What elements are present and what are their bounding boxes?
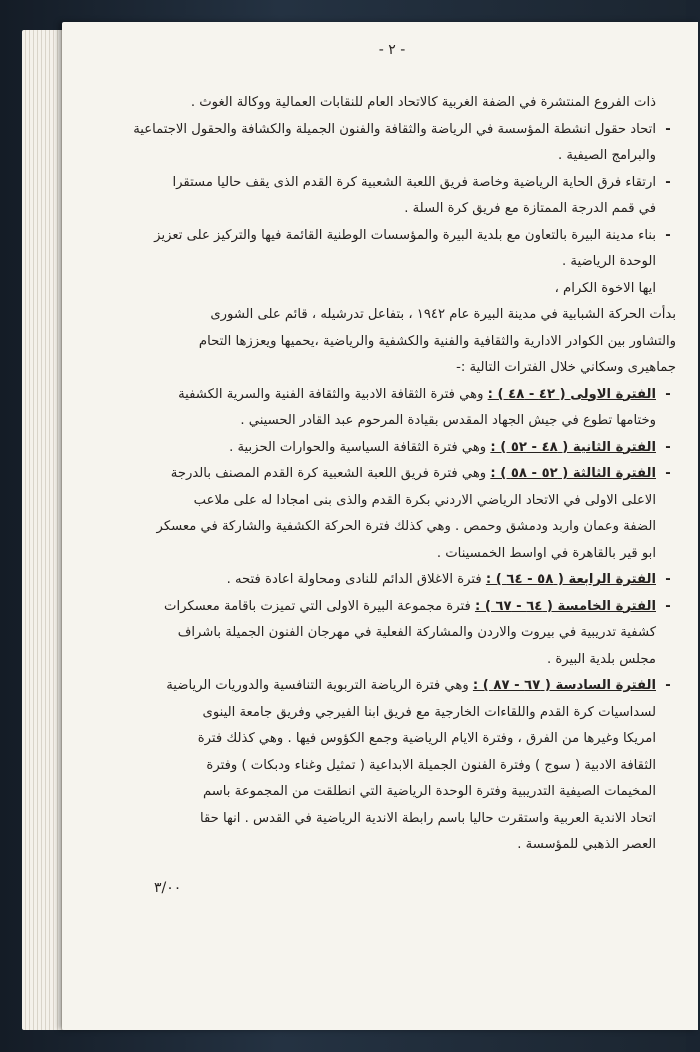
bullet: - xyxy=(665,572,671,587)
period-line: -الفترة الاولى ( ٤٢ - ٤٨ ) : وهي فترة الثقافة الادبية والثقافة الفنية والسرية الكشفية xyxy=(96,382,676,409)
text-line: مجلس بلدية البيرة . xyxy=(546,651,656,667)
text-line: الوحدة الرياضية . xyxy=(562,254,656,269)
bullet: - xyxy=(665,678,671,693)
period-title: الفترة الرابعة ( ٥٨ - ٦٤ ) : xyxy=(485,572,656,587)
text-line: في قمم الدرجة الممتازة مع فريق كرة السلة . xyxy=(404,201,656,216)
period-line: -الفترة الرابعة ( ٥٨ - ٦٤ ) : فترة الاغلاق الدائم للنادى ومحاولة اعادة فتحه . xyxy=(96,567,676,594)
period-title: الفترة السادسة ( ٦٧ - ٨٧ ) : xyxy=(472,678,656,693)
period-title: الفترة الاولى ( ٤٢ - ٤٨ ) : xyxy=(487,386,656,402)
text-line: لسداسيات كرة القدم واللقاءات الخارجية مع فريق ابنا الفيرجي وفريق جامعة الينوى xyxy=(202,704,656,720)
continuation-marker: ٣/٠٠ xyxy=(154,880,182,896)
period-title: الفترة الثانية ( ٤٨ - ٥٢ ) : xyxy=(490,439,656,455)
text-line: ذات الفروع المنتشرة في الضفة الغربية كالاتحاد العام للنقابات العمالية ووكالة الغوث . xyxy=(190,95,656,110)
period-title: الفترة الخامسة ( ٦٤ - ٦٧ ) : xyxy=(474,598,656,614)
bullet-line: -بناء مدينة البيرة بالتعاون مع بلدية البيرة والمؤسسات الوطنية القائمة فيها والتركيز على تعزيز xyxy=(96,223,676,250)
text-line: والتشاور بين الكوادر الادارية والثقافية والفنية والكشفية والرياضية ،يحميها ويعززها التحام xyxy=(198,333,676,349)
text-line: العصر الذهبي للمؤسسة . xyxy=(517,837,656,852)
bullet: - xyxy=(665,227,671,243)
text-line: الاعلى الاولى في الاتحاد الرياضي الاردني بكرة القدم والذى بنى امجادا له على ملاعب xyxy=(193,492,656,508)
period-line: -الفترة الخامسة ( ٦٤ - ٦٧ ) : فترة مجموعة البيرة الاولى التي تميزت باقامة معسكرات xyxy=(96,594,676,621)
period-line: -الفترة الثانية ( ٤٨ - ٥٢ ) : وهي فترة الثقافة السياسية والحوارات الحزبية . xyxy=(96,435,676,462)
bullet: - xyxy=(665,466,671,481)
bullet-line: -ارتقاء فرق الحاية الرياضية وخاصة فريق اللعبة الشعبية كرة القدم الذى يقف حاليا مستقرا xyxy=(96,170,676,197)
body-text xyxy=(96,90,676,859)
bullet: - xyxy=(665,174,671,190)
bullet-line: -اتحاد حقول انشطة المؤسسة في الرياضة والثقافة والفنون الجميلة والكشافة والحقول الاجتماعية xyxy=(96,117,676,144)
text-line: والبرامج الصيفية . xyxy=(558,148,656,163)
text-line: ايها الاخوة الكرام ، xyxy=(554,280,656,296)
text-line: جماهيرى وسكاني خلال الفترات التالية :- xyxy=(456,360,676,375)
text-line: بدأت الحركة الشبابية في مدينة البيرة عام ١٩٤٢ ، بتفاعل تدرشيله ، قائم على الشورى xyxy=(210,307,676,322)
text-line: اتحاد الاندية العربية واستقرت حاليا باسم رابطة الاندية الرياضية في القدس . انها حقا xyxy=(199,810,656,826)
bullet: - xyxy=(665,121,671,137)
text-line: كشفية تدريبية في بيروت والاردن والمشاركة الفعلية في مهرجان الفنون الجميلة باشراف xyxy=(177,625,656,640)
text-line: المخيمات الصيفية التدريبية وفترة الوحدة الرياضية التي انطلقت من المجموعة باسم xyxy=(202,784,656,799)
text-line: الضفة وعمان واربد ودمشق وحمص . وهي كذلك فترة الحركة الكشفية والشاركة في معسكر xyxy=(156,519,656,534)
document-page xyxy=(62,22,698,1030)
period-title: الفترة الثالثة ( ٥٢ - ٥٨ ) : xyxy=(490,466,656,481)
page-number: - ٢ - xyxy=(378,42,406,58)
text-line: امريكا وغيرها من الفرق ، وفترة الايام الرياضية وجمع الكؤوس فيها . وهي كذلك فترة xyxy=(197,731,656,746)
text-line: ابو قير بالقاهرة في اواسط الخمسينات . xyxy=(436,545,656,561)
period-line: -الفترة السادسة ( ٦٧ - ٨٧ ) : وهي فترة الرياضة التربوية التنافسية والدوريات الرياضية xyxy=(96,673,676,700)
bullet: - xyxy=(665,386,671,402)
bullet: - xyxy=(665,439,671,455)
text-line: الثقافة الادبية ( سوج ) وفترة الفنون الجميلة الابداعية ( تمثيل وغناء ودبكات ) وفترة xyxy=(206,757,656,773)
text-line: وختامها تطوع في جيش الجهاد المقدس بقيادة المرحوم عبد القادر الحسيني . xyxy=(240,413,656,428)
period-line: -الفترة الثالثة ( ٥٢ - ٥٨ ) : وهي فترة فريق اللعبة الشعبية كرة القدم المصنف بالدرجة xyxy=(96,461,676,488)
bullet: - xyxy=(665,598,671,614)
